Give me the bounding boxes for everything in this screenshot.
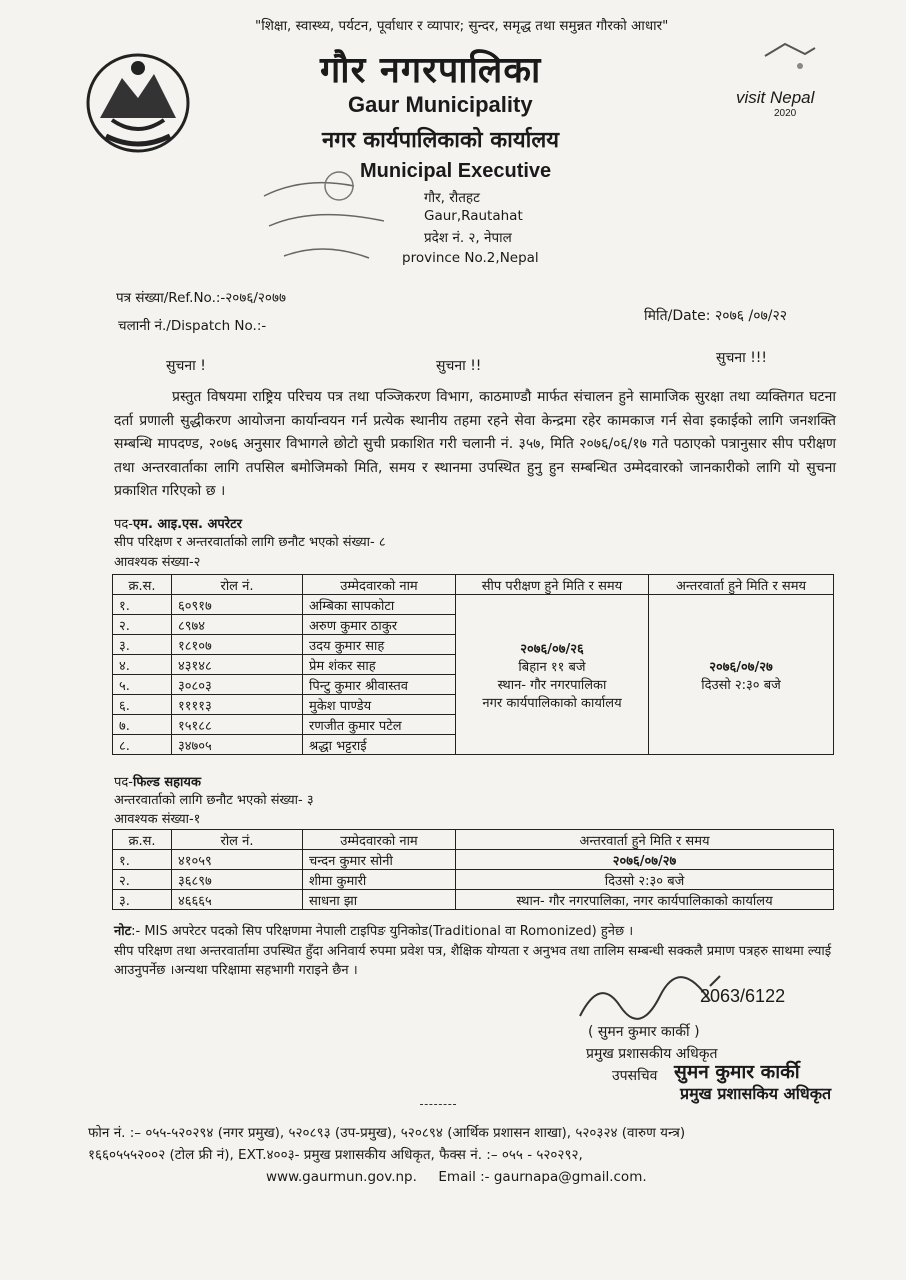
post1-shortlisted: सीप परिक्षण र अन्तरवार्ताको लागि छनौट भएको संख्या- ८ <box>114 535 386 550</box>
signatory-post: प्रमुख प्रशासकीय अधिकृत <box>586 1046 718 1062</box>
notice-heading-2: सुचना !! <box>436 358 482 374</box>
cell-interview-place: स्थान- गौर नगरपालिका, नगर कार्यपालिकाको कार्यालय <box>456 890 834 910</box>
cell-roll: १८१०७ <box>172 635 303 655</box>
visit-nepal-year: 2020 <box>774 108 797 119</box>
cell-sn: २. <box>113 615 172 635</box>
col-header-interview: अन्तरवार्ता हुने मिति र समय <box>456 830 834 850</box>
cell-sn: ५. <box>113 675 172 695</box>
cell-roll: १५१८८ <box>172 715 303 735</box>
post2-title <box>114 772 201 790</box>
col-header-skill-test: सीप परीक्षण हुने मिति र समय <box>456 575 649 595</box>
skill-office: नगर कार्यपालिकाको कार्यालय <box>482 695 622 711</box>
footer-website[interactable]: www.gaurmun.gov.np. <box>266 1169 417 1185</box>
dispatch-number: चलानी नं./Dispatch No.:- <box>118 318 267 334</box>
post2-table <box>112 829 834 910</box>
notice-heading-1: सुचना ! <box>166 358 206 374</box>
office-stamp-icon <box>244 166 414 276</box>
skill-place: स्थान- गौर नगरपालिका <box>497 677 607 693</box>
cell-interview-date: २०७६/०७/२७ <box>456 850 834 870</box>
cell-name: मुकेश पाण्डेय <box>303 695 456 715</box>
cell-roll: ३४७०५ <box>172 735 303 755</box>
cell-name: चन्दन कुमार सोनी <box>303 850 456 870</box>
cell-roll: ३०८०३ <box>172 675 303 695</box>
table-row <box>113 870 834 890</box>
col-header-sn: क्र.स. <box>113 575 172 595</box>
post2-name: फिल्ड सहायक <box>132 775 201 790</box>
cell-roll: ४१०५९ <box>172 850 303 870</box>
col-header-sn: क्र.स. <box>113 830 172 850</box>
footer <box>88 1122 848 1188</box>
province-np: प्रदेश नं. २, नेपाल <box>424 230 512 246</box>
cell-sn: ७. <box>113 715 172 735</box>
table-header-row <box>113 575 834 595</box>
cell-name: प्रेम शंकर साह <box>303 655 456 675</box>
table-header-row <box>113 830 834 850</box>
reference-number: पत्र संख्या/Ref.No.:-२०७६/२०७७ <box>116 290 286 306</box>
post2-required: आवश्यक संख्या-१ <box>114 812 201 827</box>
notice-heading-3: सुचना !!! <box>716 350 768 366</box>
footer-phone-2: १६६०५५५२००२ (टोल फ्री नं), EXT.४००३- प्रमुख प्रशासकीय अधिकृत, फैक्स नं. :– ०५५ - ५२०२९२, <box>88 1147 583 1163</box>
municipality-title-np: गौर नगरपालिका <box>320 50 542 91</box>
signatory-grade: उपसचिव <box>612 1068 658 1084</box>
cell-sn: ६. <box>113 695 172 715</box>
skill-date: २०७६/०७/२६ <box>520 641 584 657</box>
cell-name: श्रद्धा भट्टराई <box>303 735 456 755</box>
office-title-np: नगर कार्यपालिकाको कार्यालय <box>322 128 559 153</box>
post1-name: एम. आइ.एस. अपरेटर <box>132 517 242 532</box>
province-en: province No.2,Nepal <box>402 250 539 266</box>
address-en: Gaur,Rautahat <box>424 208 523 224</box>
cell-sn: ८. <box>113 735 172 755</box>
note-line-1: नोट:- MIS अपरेटर पदको सिप परिक्षणमा नेपाली टाइपिङ युनिकोड(Traditional वा Romonized) हुनेछ । <box>114 924 634 939</box>
cell-name: शीमा कुमारी <box>303 870 456 890</box>
cell-name: अरुण कुमार ठाकुर <box>303 615 456 635</box>
cell-name: साधना झा <box>303 890 456 910</box>
interview-time: दिउसो २:३० बजे <box>701 677 781 693</box>
interview-date: २०७६/०७/२७ <box>709 659 773 675</box>
post1-table <box>112 574 834 755</box>
notice-paragraph: प्रस्तुत विषयमा राष्ट्रिय परिचय पत्र तथा पञ्जिकरण विभाग, काठमाण्डौ मार्फत संचालन हुने सामाजिक सुरक्षा तथा व्यक्तिगत घटना दर्ता प्रणाली सुद्धीकरण आयोजना कार्यान्वयन गर्न प्रत्येक स्थानीय तहमा रहने सेवा केन्द्रमा रहेर कामकाज गर्न सेवा इकाईको लागि जनशक्ति सम्बन्धि मापदण्ड, २०७६ अनुसार विभागले छोटो सुची प्रकाशित गरी चलानी नं. ३५७, मिति २०७६/०६/१७ गते पठाएको पत्रानुसार सीप परीक्षण तथा अन्तरवार्ताका लागि तपसिल बमोजिमको मिति, समय र स्थानमा उपस्थित हुनु हुन सम्बन्धित उम्मेदवारको जानकारीको लागि यो सुचना प्रकाशित गरिएको छ । <box>114 389 836 499</box>
col-header-interview: अन्तरवार्ता हुने मिति र समय <box>649 575 834 595</box>
post2-shortlisted: अन्तरवार्ताको लागि छनौट भएको संख्या- ३ <box>114 793 314 808</box>
visit-nepal-logo <box>730 36 860 126</box>
col-header-name: उम्मेदवारको नाम <box>303 575 456 595</box>
post2-label: पद- <box>114 775 133 790</box>
note-line-2: सीप परिक्षण तथा अन्तरवार्तामा उपस्थित हुँदा अनिवार्य रुपमा प्रवेश पत्र, शैक्षिक योग्यता र अनुभव तथा तालिम सम्बन्धी सक्कलै प्रमाण पत्रहरु साथमा ल्याई आउनुपर्नेछ ।अन्यथा परिक्षामा सहभागी गराइने छैन । <box>114 943 832 978</box>
signature-number: 2063/6122 <box>700 986 786 1006</box>
signatory-name: ( सुमन कुमार कार्की ) <box>588 1024 700 1040</box>
cell-sn: ३. <box>113 890 172 910</box>
cell-name: उदय कुमार साह <box>303 635 456 655</box>
post1-label: पद- <box>114 517 133 532</box>
office-title-en: Municipal Executive <box>360 160 552 182</box>
cell-sn: ३. <box>113 635 172 655</box>
footer-email[interactable]: Email :- gaurnapa@gmail.com. <box>438 1169 647 1185</box>
table-row <box>113 890 834 910</box>
col-header-roll: रोल नं. <box>172 575 303 595</box>
address-np: गौर, रौतहट <box>424 190 480 206</box>
cell-roll: ४३१४८ <box>172 655 303 675</box>
cell-sn: १. <box>113 850 172 870</box>
stamp-name: सुमन कुमार कार्की <box>674 1061 800 1083</box>
col-header-name: उम्मेदवारको नाम <box>303 830 456 850</box>
cell-roll: ६०९१७ <box>172 595 303 615</box>
cell-sn: १. <box>113 595 172 615</box>
visit-nepal-mark-icon <box>760 36 820 76</box>
cell-interview-time: दिउसो २:३० बजे <box>456 870 834 890</box>
table-row <box>113 850 834 870</box>
cell-roll: ४६६६५ <box>172 890 303 910</box>
skill-time: बिहान ११ बजे <box>518 659 586 675</box>
cell-skill-test-schedule <box>456 595 649 755</box>
cell-sn: ४. <box>113 655 172 675</box>
footer-contact <box>88 1166 848 1188</box>
visit-nepal-text: visit Nepal <box>736 88 815 107</box>
letter-date: मिति/Date: २०७६ /०७/२२ <box>644 308 788 324</box>
cell-name: पिन्टु कुमार श्रीवास्तव <box>303 675 456 695</box>
post1-required: आवश्यक संख्या-२ <box>114 555 201 570</box>
col-header-roll: रोल नं. <box>172 830 303 850</box>
table-row <box>113 595 834 615</box>
cell-name: रणजीत कुमार पटेल <box>303 715 456 735</box>
post1-title <box>114 514 242 532</box>
municipality-title-en: Gaur Municipality <box>348 92 533 117</box>
cell-roll: ११११३ <box>172 695 303 715</box>
cell-sn: २. <box>113 870 172 890</box>
divider <box>420 1104 456 1105</box>
cell-roll: ८९७४ <box>172 615 303 635</box>
footer-phone: फोन नं. :– ०५५-५२०२९४ (नगर प्रमुख), ५२०८९३ (उप-प्रमुख), ५२०८९४ (आर्थिक प्रशासन शाखा), ५२०३२४ (वारुण यन्त्र) <box>88 1125 686 1141</box>
stamp-post: प्रमुख प्रशासकिय अधिकृत <box>680 1084 832 1103</box>
cell-interview-schedule <box>649 595 834 755</box>
cell-name: अम्बिका सापकोटा <box>303 595 456 615</box>
nepal-emblem-logo <box>82 48 194 158</box>
note-label: नोट <box>114 924 132 939</box>
cell-roll: ३६८९७ <box>172 870 303 890</box>
motto: "शिक्षा, स्वास्थ्य, पर्यटन, पूर्वाधार र व्यापार; सुन्दर, समृद्ध तथा समुन्नत गौरको आधार" <box>255 18 669 34</box>
